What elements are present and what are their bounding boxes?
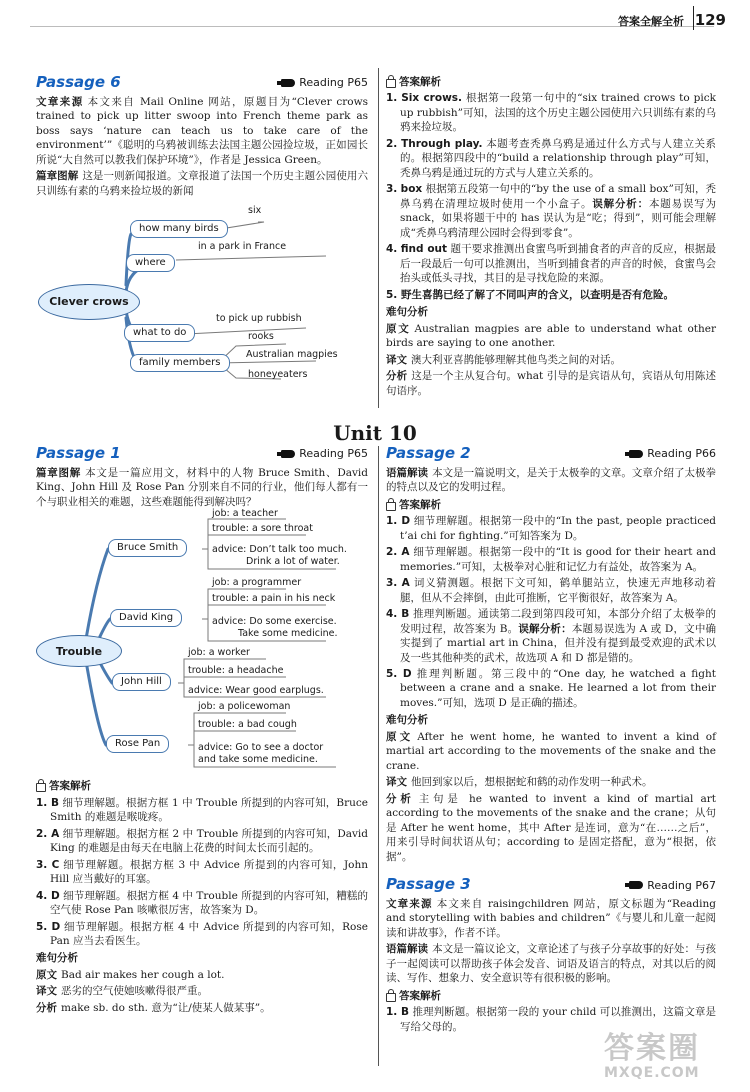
reading-ref: Reading P65 xyxy=(281,75,368,90)
source-paragraph: 文章来源 本文来自 Mail Online 网站，原题目为“Clever crows trained to pick up litter swoop into French theme park as boss says ‘nature can teach us to take care of the environment’”《聪明的乌鸦被训练去法国主题公园捡垃圾，正如园长所说“大自然可以教我们保护环境”》，作者是 Jessica Green。 xyxy=(36,95,368,166)
mindmap-leaf: trouble: a bad cough xyxy=(198,719,297,731)
answer-item: 1. B 细节理解题。根据方框 1 中 Trouble 所提到的内容可知，Bruce Smith 的难题是喉咙疼。 xyxy=(36,796,368,824)
mindmap-leaf: advice: Go to see a doctor xyxy=(198,742,324,754)
passage-1 xyxy=(36,443,368,1017)
hard-sentence-heading: 难句分析 xyxy=(386,306,428,319)
mindmap-center: Trouble xyxy=(36,635,122,667)
mindmap-leaf: Take some medicine. xyxy=(238,628,338,640)
lock-icon xyxy=(36,783,46,792)
mindmap-node: where xyxy=(126,254,175,272)
analysis: 分析 这是一个主从复合句。what 引导的是宾语从句，宾语从句用陈述句语序。 xyxy=(386,370,717,397)
unit-title: Unit 10 xyxy=(333,421,417,445)
branch-line xyxy=(86,661,106,745)
mindmap-leaf: trouble: a sore throat xyxy=(212,523,313,535)
mindmap-leaf: honeyeaters xyxy=(248,369,308,381)
diagram-paragraph: 篇章图解 这是一则新闻报道。文章报道了法国一个历史主题公园使用六只训练有素的乌鸦来捡垃圾的新闻 xyxy=(36,170,369,197)
hard-sentence-heading: 难句分析 xyxy=(386,714,428,727)
mindmap-leaf: job: a policewoman xyxy=(198,701,291,713)
answer-item: 5. D 细节理解题。根据方框 4 中 Advice 所提到的内容可知，Rose Pan 应当去看医生。 xyxy=(36,920,368,947)
translation: 译文 他回到家以后，想根据蛇和鹤的动作发明一种武术。 xyxy=(386,776,653,789)
reading-ref: Reading P66 xyxy=(629,446,716,461)
mindmap-leaf: trouble: a pain in his neck xyxy=(212,593,336,605)
mindmap-leaf: and take some medicine. xyxy=(198,754,318,766)
translation: 译文 恶劣的空气使她咳嗽得很严重。 xyxy=(36,985,208,998)
original-sentence: 原文 Australian magpies are able to understand what other birds are saying to one another. xyxy=(386,322,717,350)
analysis: 分析 主句是 he wanted to invent a kind of martial art according to the movements of the snake and the crane；从句是 After he went home，其中 After 是连词，意为“在……之后”，用来引导时间状语从句；according to 是固定搭配，意为“根据，依据”。 xyxy=(386,792,716,863)
column-divider xyxy=(378,68,379,408)
analysis: 分析 make sb. do sth. 意为“让/使某人做某事”。 xyxy=(36,1001,271,1014)
mindmap-clever-crows xyxy=(36,200,368,390)
intro-paragraph: 语篇解读 本文是一篇议论文，文章论述了与孩子分享故事的好处：与孩子一起阅读可以帮助孩子体会发音、词语及语言的特点，对其以后的阅读、写作、想象力、安全意识等有很积极的影响。 xyxy=(386,943,717,985)
watermark-logo: 答案圈 MXQE.COM xyxy=(604,1031,700,1081)
leaf-line xyxy=(176,256,326,260)
mindmap-leaf: job: a worker xyxy=(188,647,250,659)
mindmap-leaf: rooks xyxy=(248,331,274,343)
passage-2 xyxy=(386,443,716,1036)
mindmap-leaf: job: a teacher xyxy=(212,508,278,520)
mindmap-leaf: job: a programmer xyxy=(212,577,302,589)
answer-item: 3. box 根据第五段第一句中的“by the use of a small box”可知，秃鼻乌鸦在清理垃圾时使用一个小盒子。误解分析：本题易误写为 snack，如果将题干中的 has 误认为是“吃；得到”，则可能会理解成“秃鼻乌鸦清理公园时会得到零食”。 xyxy=(386,183,717,239)
mindmap-trouble xyxy=(36,508,368,776)
mindmap-leaf: advice: Do some exercise. xyxy=(212,616,337,628)
page-number: 129 xyxy=(694,11,726,29)
mindmap-leaf: six xyxy=(248,205,262,217)
mindmap-leaf: Drink a lot of water. xyxy=(246,556,340,568)
column-divider xyxy=(378,446,379,1066)
answer-item: 1. D 细节理解题。根据第一段中的“In the past, people practiced t’ai chi for fighting.”可知答案为 D。 xyxy=(386,515,717,542)
mindmap-node: how many birds xyxy=(130,220,228,238)
answer-item: 5. D 推理判断题。第三段中的“One day, he watched a fight between a crane and a snake. He learned a lot from their moves.”可知，选项 D 是正确的描述。 xyxy=(386,667,716,709)
passage-3-title: Passage 3 xyxy=(386,875,471,894)
leaf-line xyxy=(218,361,316,363)
answer-heading: 答案解析 xyxy=(386,989,716,1003)
mindmap-node: family members xyxy=(130,354,230,372)
answer-heading: 答案解析 xyxy=(386,75,716,89)
answer-item: 4. find out 题干要求推测出食蜜鸟听到捕食者的声音的反应，根据最后一段最后一句可以推测出，当听到捕食者的声音的时候，食蜜鸟会抬头或低头寻找，其目的是寻找危险的来源。 xyxy=(386,243,716,285)
answer-heading: 答案解析 xyxy=(36,779,368,793)
original-sentence: 原文 Bad air makes her cough a lot. xyxy=(36,968,225,981)
pointing-hand-icon xyxy=(281,79,295,87)
passage-2-title: Passage 2 xyxy=(386,444,471,462)
pointing-hand-icon xyxy=(629,881,643,889)
answer-item: 1. B 推理判断题。根据第一段的 your child 可以推测出，这篇文章是写给父母的。 xyxy=(386,1006,716,1033)
pointing-hand-icon xyxy=(281,450,295,458)
mindmap-node: Bruce Smith xyxy=(108,539,187,557)
passage-6 xyxy=(36,72,368,390)
answer-item: 5. 野生喜鹊已经了解了不同叫声的含义，以查明是否有危险。 xyxy=(386,288,674,301)
mindmap-leaf: trouble: a headache xyxy=(188,665,284,677)
mindmap-leaf: to pick up rubbish xyxy=(216,313,302,325)
answer-item: 3. C 细节理解题。根据方框 3 中 Advice 所提到的内容可知，John Hill 应当戴好的耳塞。 xyxy=(36,858,368,886)
mindmap-node: David King xyxy=(110,609,182,627)
answer-item: 2. A 细节理解题。根据第一段中的“It is good for their heart and memories.”可知，太极拳对心脏和记忆力有益处，故答案为 A。 xyxy=(386,546,716,573)
mindmap-leaf: advice: Don’t talk too much. xyxy=(212,544,347,556)
translation: 译文 澳大利亚喜鹊能够理解其他鸟类之间的对话。 xyxy=(386,353,621,366)
passage-6-title: Passage 6 xyxy=(36,73,121,91)
lock-icon xyxy=(386,502,396,511)
source-paragraph: 文章来源 本文来自 raisingchildren 网站，原文标题为“Reading and storytelling with babies and children”《与婴儿和儿童一起阅读和讲故事》，作者不详。 xyxy=(386,897,716,939)
answer-item: 4. B 推理判断题。通读第二段到第四段可知，本部分介绍了太极拳的发明过程，故答案为 B。误解分析：本题易误选为 A 或 D，文中确实提到了 martial art in China，但并没有提到最受欢迎的武术以及一些其他种类的武术，故选项 A 和 D 都是错的。 xyxy=(386,608,717,664)
answer-item: 1. Six crows. 根据第一段第一句中的“six trained crows to pick up rubbish”可知，法国的这个历史主题公园使用六只训练有素的乌鸦来捡垃圾。 xyxy=(386,92,716,134)
hard-sentence-heading: 难句分析 xyxy=(36,952,78,965)
passage-1-title: Passage 1 xyxy=(36,444,121,462)
reading-ref: Reading P67 xyxy=(629,878,716,893)
answer-item: 2. Through play. 本题考查秃鼻乌鸦是通过什么方式与人建立关系的。根据第四段中的“build a relationship through play”可知，秃鼻乌鸦是通过玩的方式与人建立关系的。 xyxy=(386,137,717,179)
lock-icon xyxy=(386,993,396,1002)
reading-ref: Reading P65 xyxy=(281,446,368,461)
passage-3 xyxy=(386,874,716,1034)
lock-icon xyxy=(386,79,396,88)
original-sentence: 原文 After he went home, he wanted to invent a kind of martial art according to the movements of the snake and the crane. xyxy=(386,730,717,772)
answer-item: 2. A 细节理解题。根据方框 2 中 Trouble 所提到的内容可知，David King 的难题是由每天在电脑上花费的时间太长而引起的。 xyxy=(36,827,369,855)
leaf-line xyxy=(186,328,306,334)
mindmap-node: John Hill xyxy=(112,673,171,691)
header-rule xyxy=(30,26,714,27)
mindmap-leaf: Australian magpies xyxy=(246,349,338,361)
answer-item: 3. A 词义猜测题。根据下文可知，鹤单腿站立，快速无声地移动着腿，但从不会摔倒，由此可推断，它平衡很好，故答案为 A。 xyxy=(386,577,717,604)
mindmap-center: Clever crows xyxy=(38,284,140,320)
mindmap-leaf: in a park in France xyxy=(198,241,287,253)
header-section-title: 答案全解全析 xyxy=(618,15,684,28)
answer-item: 4. D 细节理解题。根据方框 4 中 Trouble 所提到的内容可知，糟糕的空气使 Rose Pan 咳嗽很厉害，故答案为 D。 xyxy=(36,889,369,917)
passage-6-answers xyxy=(386,72,716,400)
intro-paragraph: 语篇解读 本文是一篇说明文，是关于太极拳的文章。文章介绍了太极拳的特点以及它的发明过程。 xyxy=(386,466,717,494)
mindmap-node: what to do xyxy=(124,324,195,342)
diagram-paragraph: 篇章图解 本文是一篇应用文，材料中的人物 Bruce Smith、David King、John Hill 及 Rose Pan 分别来自不同的行业，他们每人都有一个与职业相关的难题，这些难题能得到解决吗？ xyxy=(36,466,369,508)
mindmap-leaf: advice: Wear good earplugs. xyxy=(188,685,324,697)
answer-heading: 答案解析 xyxy=(386,498,716,512)
pointing-hand-icon xyxy=(629,450,643,458)
mindmap-node: Rose Pan xyxy=(106,735,169,753)
